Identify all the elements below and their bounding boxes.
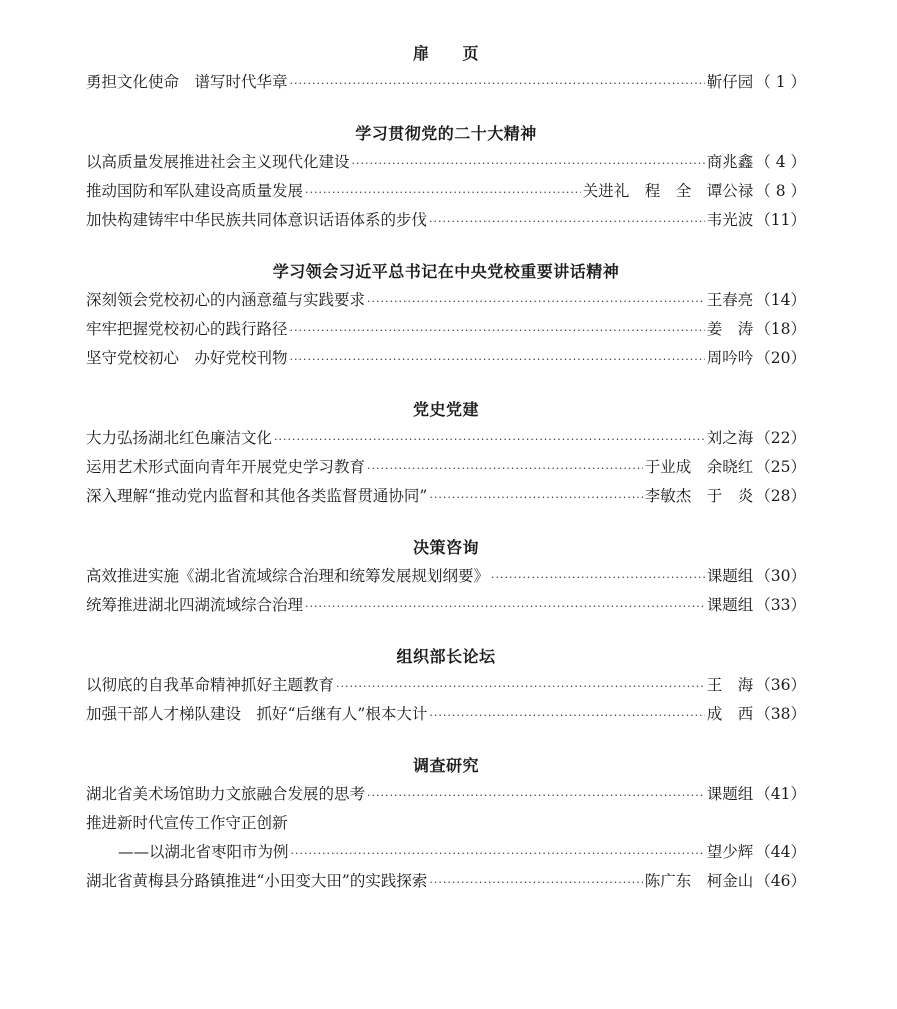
entry-title: 湖北省黄梅县分路镇推进“小田变大田”的实践探索: [86, 872, 428, 890]
section-title: 党史党建: [412, 400, 479, 419]
entry-author: 于业成 余晓红: [644, 458, 754, 476]
section-organization-forum: [86, 643, 806, 729]
entry-author: 刘之海: [706, 429, 754, 447]
dot-leader: [274, 425, 705, 454]
entry-page: （18）: [755, 320, 806, 338]
dot-leader: [429, 483, 642, 512]
entry-author: 课题组: [706, 785, 754, 803]
dot-leader: [290, 345, 705, 374]
toc-entry[interactable]: [86, 591, 806, 620]
toc-entry[interactable]: [86, 177, 806, 206]
entry-title: 勇担文化使命 谱写时代华章: [86, 73, 288, 91]
entry-title: 大力弘扬湖北红色廉洁文化: [86, 429, 273, 447]
toc-entry[interactable]: [86, 671, 806, 700]
entry-page: （44）: [755, 843, 806, 861]
entry-author: 靳仔园: [706, 73, 754, 91]
entry-page: （ 8 ）: [755, 182, 806, 200]
entry-title: 推进新时代宣传工作守正创新: [86, 814, 288, 832]
section-front: [86, 40, 806, 97]
entry-author: 商兆鑫: [706, 153, 754, 171]
toc-entry-subtitle[interactable]: [86, 838, 806, 867]
toc-entry[interactable]: [86, 482, 806, 511]
section-title: 组织部长论坛: [396, 647, 496, 666]
section-party-school-speech: [86, 258, 806, 373]
entry-title: 以高质量发展推进社会主义现代化建设: [86, 153, 350, 171]
section-title: 决策咨询: [412, 538, 479, 557]
dot-leader: [290, 69, 705, 98]
entry-page: （20）: [755, 349, 806, 367]
entry-page: （38）: [755, 705, 806, 723]
entry-title: 深刻领会党校初心的内涵意蕴与实践要求: [86, 291, 366, 309]
entry-page: （ 1 ）: [755, 73, 806, 91]
entry-title: 高效推进实施《湖北省流域综合治理和统筹发展规划纲要》: [86, 567, 490, 585]
dot-leader: [305, 178, 581, 207]
table-of-contents: [86, 40, 806, 919]
entry-author: 李敏杰 于 炎: [644, 487, 754, 505]
toc-entry[interactable]: [86, 148, 806, 177]
entry-title: 运用艺术形式面向青年开展党史学习教育: [86, 458, 366, 476]
entry-page: （33）: [755, 596, 806, 614]
entry-title: 以彻底的自我革命精神抓好主题教育: [86, 676, 335, 694]
section-investigation-research: [86, 752, 806, 896]
dot-leader: [305, 592, 705, 621]
entry-page: （22）: [755, 429, 806, 447]
dot-leader: [429, 701, 704, 730]
toc-entry[interactable]: [86, 424, 806, 453]
entry-page: （28）: [755, 487, 806, 505]
entry-page: （36）: [755, 676, 806, 694]
entry-author: 姜 涛: [706, 320, 754, 338]
section-title: 扉 页: [412, 44, 479, 63]
entry-page: （25）: [755, 458, 806, 476]
dot-leader: [429, 868, 642, 897]
dot-leader: [290, 316, 705, 345]
section-title: 学习贯彻党的二十大精神: [355, 124, 537, 143]
dot-leader: [491, 563, 705, 592]
entry-author: 周吟吟: [706, 349, 754, 367]
toc-entry[interactable]: [86, 68, 806, 97]
dot-leader: [352, 149, 705, 178]
toc-entry[interactable]: [86, 562, 806, 591]
entry-page: （46）: [755, 872, 806, 890]
toc-entry[interactable]: [86, 867, 806, 896]
section-policy-consulting: [86, 534, 806, 620]
toc-entry[interactable]: [86, 700, 806, 729]
entry-title: 牢牢把握党校初心的践行路径: [86, 320, 288, 338]
entry-title: 坚守党校初心 办好党校刊物: [86, 349, 288, 367]
entry-page: （11）: [755, 211, 806, 229]
section-title: 学习领会习近平总书记在中央党校重要讲话精神: [272, 262, 620, 281]
entry-title: 统筹推进湖北四湖流域综合治理: [86, 596, 304, 614]
section-title: 调查研究: [412, 756, 479, 775]
entry-author: 王 海: [706, 676, 754, 694]
dot-leader: [336, 672, 705, 701]
entry-title: 湖北省美术场馆助力文旅融合发展的思考: [86, 785, 366, 803]
entry-page: （41）: [755, 785, 806, 803]
entry-page: （30）: [755, 567, 806, 585]
toc-entry[interactable]: [86, 206, 806, 235]
entry-author: 望少辉: [706, 843, 754, 861]
entry-subtitle: ——以湖北省枣阳市为例: [118, 843, 289, 861]
dot-leader: [367, 454, 643, 483]
entry-title: 深入理解“推动党内监督和其他各类监督贯通协同”: [86, 487, 428, 505]
toc-entry[interactable]: [86, 453, 806, 482]
entry-author: 课题组: [706, 567, 754, 585]
entry-author: 韦光波: [706, 211, 754, 229]
entry-page: （14）: [755, 291, 806, 309]
entry-author: 王春亮: [706, 291, 754, 309]
toc-entry[interactable]: [86, 809, 806, 838]
entry-title: 推动国防和军队建设高质量发展: [86, 182, 304, 200]
section-study-20th-congress: [86, 120, 806, 235]
dot-leader: [291, 839, 705, 868]
entry-page: （ 4 ）: [755, 153, 806, 171]
dot-leader: [367, 781, 705, 810]
entry-title: 加强干部人才梯队建设 抓好“后继有人”根本大计: [86, 705, 428, 723]
toc-entry[interactable]: [86, 286, 806, 315]
toc-entry[interactable]: [86, 780, 806, 809]
dot-leader: [429, 207, 705, 236]
entry-author: 关进礼 程 全 谭公禄: [582, 182, 754, 200]
entry-title: 加快构建铸牢中华民族共同体意识话语体系的步伐: [86, 211, 428, 229]
section-party-history: [86, 396, 806, 511]
entry-author: 陈广东 柯金山: [644, 872, 754, 890]
dot-leader: [367, 287, 705, 316]
entry-author: 课题组: [706, 596, 754, 614]
entry-author: 成 西: [706, 705, 754, 723]
toc-entry[interactable]: [86, 315, 806, 344]
toc-entry[interactable]: [86, 344, 806, 373]
